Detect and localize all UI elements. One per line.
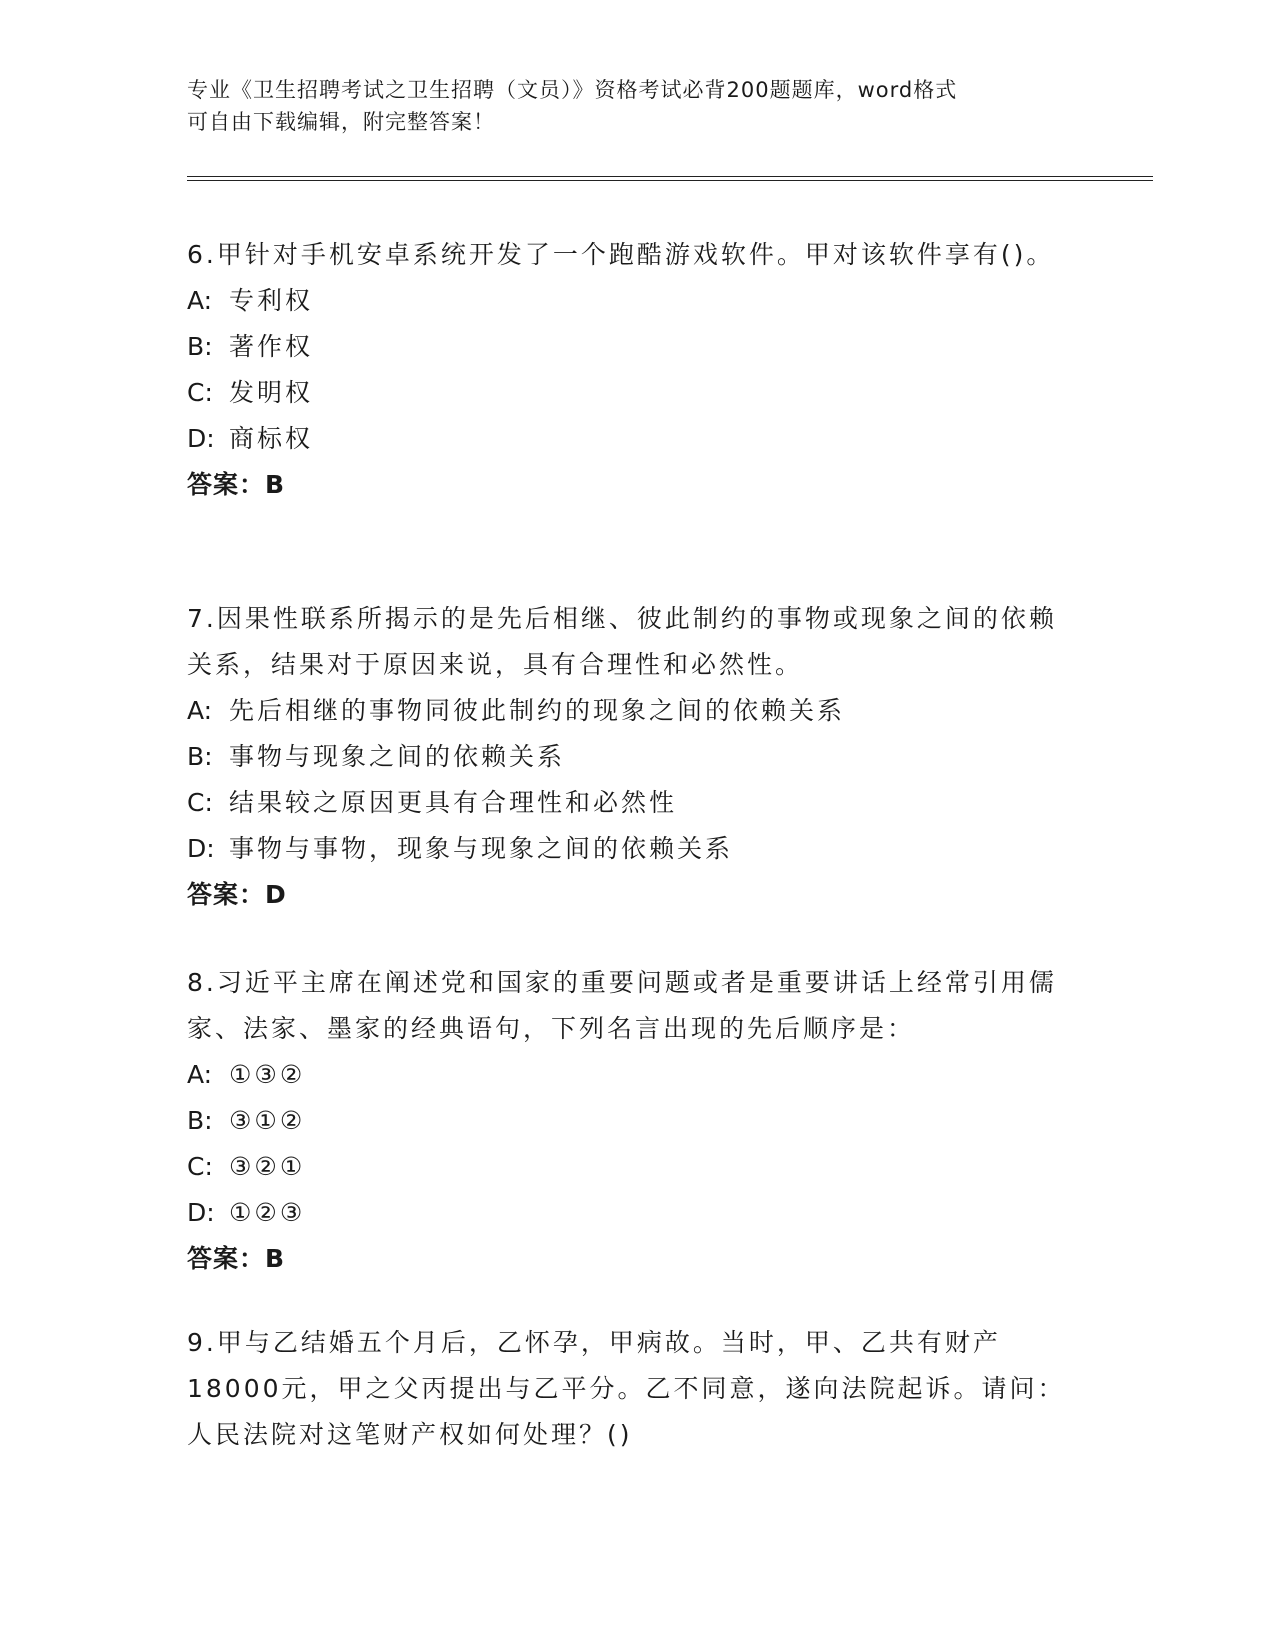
option-letter: A: [187, 1060, 213, 1089]
option-letter: A: [187, 286, 213, 315]
header-line-2: 可自由下载编辑，附完整答案！ [187, 110, 495, 134]
header-divider [187, 176, 1153, 181]
option-text: ①②③ [229, 1198, 306, 1227]
question-stem: 9.甲与乙结婚五个月后，乙怀孕，甲病故。当时，甲、乙共有财产18000元，甲之父丙提出与乙平分。乙不同意，遂向法院起诉。请问：人民法院对这笔财产权如何处理？() [187, 1328, 1066, 1449]
option-letter: B: [187, 332, 213, 361]
option-d [187, 416, 1067, 462]
option-letter: C: [187, 378, 213, 407]
option-text: 专利权 [229, 286, 314, 315]
answer-line: 答案：D [187, 880, 287, 909]
option-d [187, 1190, 1067, 1236]
document-header [187, 74, 1067, 138]
question-stem: 7.因果性联系所揭示的是先后相继、彼此制约的事物或现象之间的依赖关系，结果对于原因来说，具有合理性和必然性。 [187, 604, 1057, 679]
option-c [187, 780, 1067, 826]
option-letter: C: [187, 788, 213, 817]
option-b [187, 1098, 1067, 1144]
option-d [187, 826, 1067, 872]
question-8 [187, 960, 1067, 1282]
option-text: 事物与现象之间的依赖关系 [229, 742, 566, 771]
option-text: 结果较之原因更具有合理性和必然性 [229, 788, 678, 817]
question-7 [187, 596, 1067, 918]
option-b [187, 324, 1067, 370]
option-text: 商标权 [229, 424, 314, 453]
option-text: 事物与事物，现象与现象之间的依赖关系 [229, 834, 734, 863]
question-stem: 8.习近平主席在阐述党和国家的重要问题或者是重要讲话上经常引用儒家、法家、墨家的经典语句，下列名言出现的先后顺序是： [187, 968, 1057, 1043]
option-a [187, 1052, 1067, 1098]
option-letter: B: [187, 1106, 213, 1135]
answer-line: 答案：B [187, 1244, 286, 1273]
option-letter: D: [187, 834, 215, 863]
option-b [187, 734, 1067, 780]
option-text: ③②① [229, 1152, 306, 1181]
question-stem: 6.甲针对手机安卓系统开发了一个跑酷游戏软件。甲对该软件享有()。 [187, 240, 1055, 269]
option-c [187, 1144, 1067, 1190]
question-9 [187, 1320, 1067, 1458]
answer-line: 答案：B [187, 470, 286, 499]
option-letter: D: [187, 1198, 215, 1227]
option-letter: D: [187, 424, 215, 453]
option-text: 发明权 [229, 378, 314, 407]
option-a [187, 278, 1067, 324]
header-line-1: 专业《卫生招聘考试之卫生招聘（文员）》资格考试必背200题题库，word格式 [187, 78, 958, 102]
option-letter: B: [187, 742, 213, 771]
option-text: 先后相继的事物同彼此制约的现象之间的依赖关系 [229, 696, 846, 725]
option-c [187, 370, 1067, 416]
option-text: 著作权 [229, 332, 314, 361]
option-text: ①③② [229, 1060, 306, 1089]
option-text: ③①② [229, 1106, 306, 1135]
option-letter: A: [187, 696, 213, 725]
question-6 [187, 232, 1067, 508]
option-a [187, 688, 1067, 734]
option-letter: C: [187, 1152, 213, 1181]
